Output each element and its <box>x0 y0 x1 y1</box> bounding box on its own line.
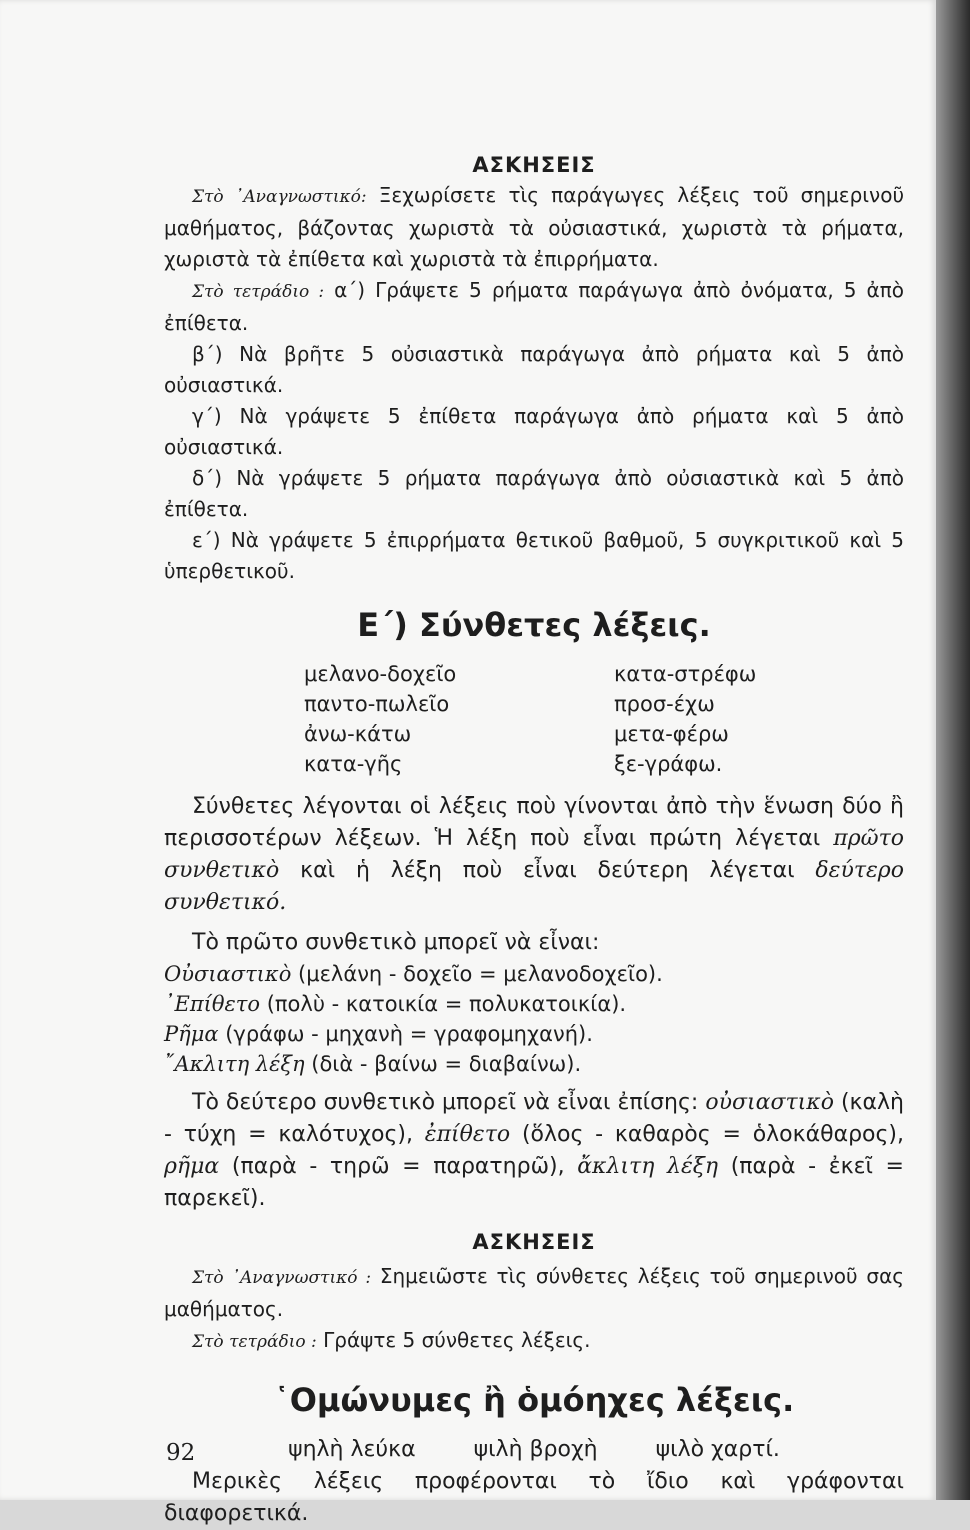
homonyms-title: ῾Ομώνυμες ἢ ὁμόηχες λέξεις. <box>273 1381 795 1419</box>
compound-example: κατα-στρέφω <box>614 662 757 686</box>
term: ἄκλιτη λέξη <box>577 1154 719 1179</box>
paragraph-text: (παρὰ - τηρῶ = παρατηρῶ), <box>219 1154 578 1179</box>
exercises-heading: ΑΣΚΗΣΕΙΣ <box>472 1230 596 1254</box>
first-component-example <box>164 989 904 1019</box>
first-component-term: πρῶτο συνθετικὸ <box>164 826 904 883</box>
homonyms-text: Μερικὲς λέξεις προφέρονται τὸ ἴδιο καὶ γράφονται διαφορετικά. <box>164 1469 904 1526</box>
page-number: 92 <box>166 1440 196 1466</box>
compound-example: ξε-γράφω. <box>614 752 723 776</box>
homophone-example: ψιλὴ βροχὴ <box>473 1437 598 1462</box>
term: ρῆμα <box>164 1154 220 1179</box>
homophone-examples <box>164 1434 904 1466</box>
term: οὐσιαστικὸ <box>705 1090 834 1115</box>
exercise-reader <box>164 180 904 275</box>
example-label: Ρῆμα <box>164 1022 219 1046</box>
example-label: ᾿Επίθετο <box>164 992 261 1016</box>
exercise-label: Στὸ ᾿Αναγνωστικό : <box>192 1268 372 1288</box>
exercise-e: ε΄) Νὰ γράψετε 5 ἐπιρρήματα θετικοῦ βαθμοῦ, 5 συγκριτικοῦ καὶ 5 ὑπερθετικοῦ. <box>164 528 904 583</box>
second-component-paragraph <box>164 1087 904 1215</box>
exercise-label: Στὸ ᾿Αναγνωστικό: <box>192 187 367 207</box>
definition-text: καὶ ἡ λέξη ποὺ εἶναι δεύτερη λέγεται <box>279 858 816 883</box>
exercise-reader <box>164 1261 904 1325</box>
paragraph-text: Τὸ δεύτερο συνθετικὸ μπορεῖ νὰ εἶναι ἐπίσης: <box>192 1090 706 1115</box>
page-content <box>164 150 904 1530</box>
first-component-intro: Τὸ πρῶτο συνθετικὸ μπορεῖ νὰ εἶναι: <box>192 930 600 955</box>
exercise-d: δ΄) Νὰ γράψετε 5 ρήματα παράγωγα ἀπὸ οὐσιαστικὰ καὶ 5 ἀπὸ ἐπίθετα. <box>164 466 904 521</box>
exercise-notebook <box>164 275 904 339</box>
second-component-term: δεύτερο συνθετικό. <box>164 858 904 915</box>
first-component-example <box>164 1049 904 1079</box>
compound-example: ἀνω-κάτω <box>304 722 412 746</box>
example-label: Οὐσιαστικὸ <box>164 962 292 986</box>
paragraph-text: (καλὴ - τύχη = καλότυχος), <box>164 1090 904 1147</box>
compound-example: μελανο-δοχεῖο <box>304 662 457 686</box>
exercise-text: Γράψτε 5 σύνθετες λέξεις. <box>316 1328 591 1352</box>
paragraph-text: (ὅλος - καθαρὸς = ὁλοκάθαρος), <box>510 1122 904 1147</box>
exercise-label: Στὸ τετράδιο : <box>192 1332 317 1352</box>
exercise-text: Σημειῶστε τὶς σύνθετες λέξεις τοῦ σημερινοῦ σας μαθήματος. <box>164 1264 905 1321</box>
compound-words-title: Ε΄) Σύνθετες λέξεις. <box>357 606 711 644</box>
exercise-notebook <box>164 1325 904 1358</box>
paragraph-text: (παρὰ - ἐκεῖ = παρεκεῖ). <box>164 1154 904 1211</box>
definition-text: Σύνθετες λέγονται οἱ λέξεις ποὺ γίνονται ἀπὸ τὴν ἕνωση δύο ἢ περισσοτέρων λέξεων. Ἡ λέξη ποὺ εἶναι πρώτη λέγεται <box>164 794 904 851</box>
exercise-text: Ξεχωρίσετε τὶς παράγωγες λέξεις τοῦ σημερινοῦ μαθήματος, βάζοντας χωριστὰ τὰ οὐσιαστικά, χωριστὰ τὰ ρήματα, χωριστὰ τὰ ἐπίθετα καὶ χωριστὰ τὰ ἐπιρρήματα. <box>164 183 905 271</box>
example-label: ῎Ακλιτη λέξη <box>164 1052 305 1076</box>
exercise-label: Στὸ τετράδιο : <box>192 282 325 302</box>
compound-example: κατα-γῆς <box>304 752 403 776</box>
page-edge-shadow <box>936 0 970 1500</box>
compound-examples <box>304 659 904 779</box>
first-component-example <box>164 959 904 989</box>
term: ἐπίθετο <box>424 1122 511 1147</box>
exercise-c: γ΄) Νὰ γράψετε 5 ἐπίθετα παράγωγα ἀπὸ ρήματα καὶ 5 ἀπὸ οὐσιαστικά. <box>164 404 904 459</box>
exercises-heading: ΑΣΚΗΣΕΙΣ <box>472 153 596 177</box>
compound-example: προσ-έχω <box>614 692 715 716</box>
example-text: (μελάνη - δοχεῖο = μελανοδοχεῖο). <box>291 962 663 986</box>
compound-example: παντο-πωλεῖο <box>304 692 450 716</box>
homophone-example: ψιλὸ χαρτί. <box>655 1437 780 1462</box>
exercise-text: α΄) Γράψετε 5 ρήματα παράγωγα ἀπὸ ὀνόματα, 5 ἀπὸ ἐπίθετα. <box>164 278 904 335</box>
first-component-example <box>164 1019 904 1049</box>
homophone-example: ψηλὴ λεύκα <box>288 1437 416 1462</box>
example-text: (διὰ - βαίνω = διαβαίνω). <box>304 1052 582 1076</box>
example-text: (γράφω - μηχανὴ = γραφομηχανή). <box>218 1022 593 1046</box>
example-text: (πολὺ - κατοικία = πολυκατοικία). <box>260 992 627 1016</box>
compound-definition <box>164 791 904 919</box>
exercise-b: β΄) Νὰ βρῆτε 5 οὐσιαστικὰ παράγωγα ἀπὸ ρήματα καὶ 5 ἀπὸ οὐσιαστικά. <box>164 342 904 397</box>
compound-example: μετα-φέρω <box>614 722 729 746</box>
